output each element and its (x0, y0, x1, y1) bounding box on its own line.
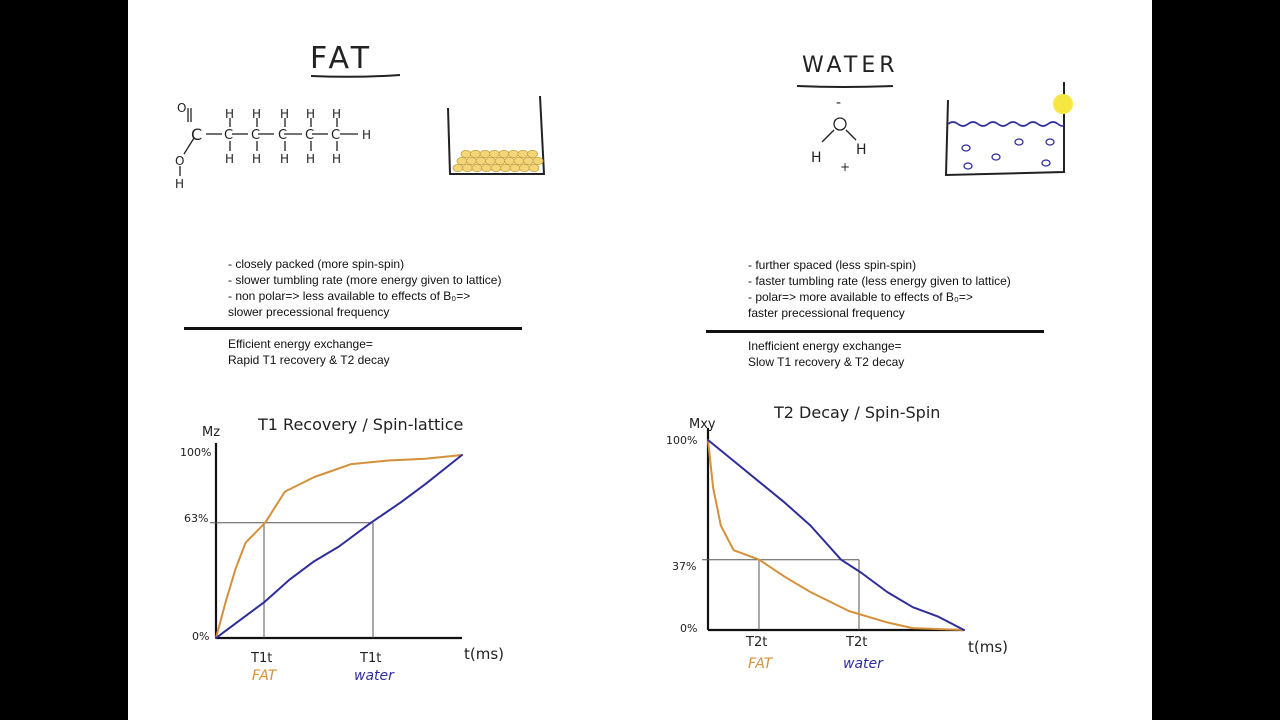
water-surface (948, 122, 1064, 126)
fat-globule (453, 164, 463, 171)
fat-globule (482, 164, 492, 171)
y-tick-label: 63% (184, 512, 209, 525)
whiteboard (128, 0, 1152, 720)
fat-globule (499, 150, 509, 157)
y-tick-label: 100% (180, 446, 212, 459)
fat-globule (533, 157, 543, 164)
y-tick-label: 0% (192, 630, 210, 643)
fat-globule (529, 164, 539, 171)
water-property: - further spaced (less spin-spin) (748, 258, 917, 272)
fat-globules (453, 150, 543, 171)
series-lines (708, 440, 964, 630)
x-marker-tag: water (354, 668, 394, 684)
fat-globule (463, 164, 473, 171)
chart-title: T1 Recovery / Spin-lattice (258, 415, 464, 434)
fat-globule (495, 157, 505, 164)
atom: H (225, 152, 235, 166)
fat-beaker (448, 96, 544, 174)
x-marker-tag: FAT (748, 656, 773, 672)
atom: H (252, 152, 262, 166)
water-property: - polar=> more available to effects of B₀=> (748, 290, 973, 304)
fatty-acid-atoms (175, 101, 371, 191)
atom: C (278, 128, 288, 143)
atom: H (332, 152, 342, 166)
fat-globule (510, 164, 520, 171)
water-title: WATER (802, 53, 899, 78)
fat-conclusion-line: Efficient energy exchange= (228, 337, 373, 351)
atom: H (225, 107, 235, 121)
y-axis-label: Mz (202, 425, 221, 440)
fat-globule (476, 157, 486, 164)
fat-title: FAT (310, 41, 374, 76)
series-line-water (216, 455, 462, 638)
fat-globule (520, 164, 530, 171)
x-marker-tag: water (843, 656, 883, 672)
atom: H (252, 107, 262, 121)
water-title-group (797, 53, 899, 87)
y-tick-label: 100% (666, 434, 698, 447)
fat-globule (480, 150, 490, 157)
x-marker-tag: FAT (252, 668, 277, 684)
atom: H (362, 128, 372, 142)
positive-charge: + (840, 160, 851, 174)
chart-title: T2 Decay / Spin-Spin (774, 403, 941, 422)
y-axis-label: Mxy (689, 417, 716, 432)
atom: H (280, 152, 290, 166)
t2-decay-chart (666, 403, 1008, 672)
t1-recovery-chart (180, 415, 504, 684)
fat-globule (501, 164, 511, 171)
x-axis-label: t(ms) (464, 645, 505, 663)
guides (702, 560, 859, 630)
negative-charge: - (836, 95, 842, 111)
atom: H (175, 177, 185, 191)
water-property: faster precessional frequency (748, 306, 905, 320)
fat-conclusion-line: Rapid T1 recovery & T2 decay (228, 353, 390, 367)
series-lines (216, 455, 462, 638)
fat-globule (518, 150, 528, 157)
fat-divider (184, 327, 522, 330)
atom: H (280, 107, 290, 121)
x-marker-label: T2t (846, 635, 868, 650)
atom: H (306, 107, 316, 121)
fat-property: - non polar=> less available to effects of B₀=> (228, 289, 471, 303)
fat-globule (486, 157, 496, 164)
atom: O (175, 154, 185, 168)
water-title-underline (797, 86, 893, 87)
fat-property: - closely packed (more spin-spin) (228, 257, 405, 271)
fat-globule (514, 157, 524, 164)
fat-globule (505, 157, 515, 164)
atom: H (811, 150, 822, 166)
fat-globule (509, 150, 519, 157)
fat-globule (461, 150, 471, 157)
water-conclusion (748, 338, 904, 370)
fat-property: - slower tumbling rate (more energy given to lattice) (228, 273, 502, 287)
series-line-fat (708, 440, 964, 630)
water-property: - faster tumbling rate (less energy given to lattice) (748, 274, 1011, 288)
fat-globule (457, 157, 467, 164)
atom: H (856, 142, 867, 158)
x-markers (250, 651, 395, 684)
x-axis-label: t(ms) (968, 638, 1009, 656)
water-beaker (946, 82, 1073, 175)
x-marker-label: T1t (360, 651, 382, 666)
x-markers (745, 635, 884, 672)
axes (708, 428, 964, 630)
atom: C (191, 125, 203, 144)
series-line-water (708, 440, 964, 630)
atom: H (306, 152, 316, 166)
atom: C (224, 128, 234, 143)
fat-globule (528, 150, 538, 157)
water-divider (706, 330, 1044, 333)
fat-globule (490, 150, 500, 157)
atom: H (332, 107, 342, 121)
y-tick-label: 0% (680, 622, 698, 635)
fat-property: slower precessional frequency (228, 305, 390, 319)
fat-globule (524, 157, 534, 164)
cursor-highlight (1053, 94, 1073, 114)
atom: O (177, 101, 187, 115)
water-properties (748, 257, 1011, 321)
x-marker-label: T2t (746, 635, 768, 650)
fat-globule (472, 164, 482, 171)
fat-properties (228, 256, 501, 320)
atom: C (305, 128, 315, 143)
fat-globule (471, 150, 481, 157)
fat-globule (491, 164, 501, 171)
fat-globule (467, 157, 477, 164)
y-tick-label: 37% (672, 560, 697, 573)
water-conclusion-line: Inefficient energy exchange= (748, 339, 902, 353)
fat-title-group (310, 41, 400, 77)
atom: C (251, 128, 261, 143)
x-marker-label: T1t (251, 651, 273, 666)
water-molecule (811, 95, 867, 174)
axes (216, 443, 462, 638)
water-conclusion-line: Slow T1 recovery & T2 decay (748, 355, 905, 369)
atom: C (331, 128, 341, 143)
water-bubbles (962, 139, 1054, 169)
fat-conclusion (228, 336, 390, 368)
